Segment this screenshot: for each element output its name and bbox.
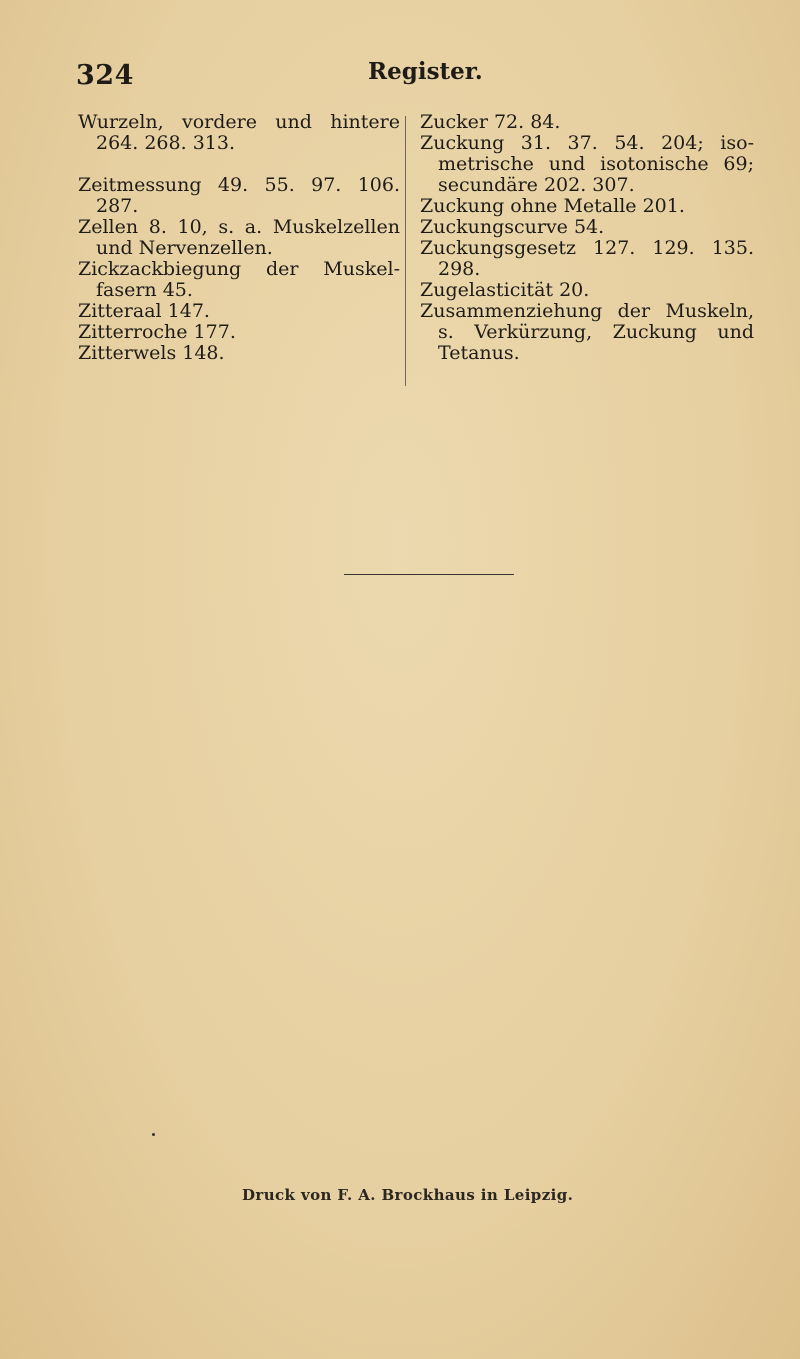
ink-speck <box>152 1133 155 1136</box>
page-title: Register. <box>368 58 483 85</box>
index-entry: Zitteraal 147. <box>78 300 210 322</box>
printer-imprint: Druck von F. A. Brockhaus in Leipzig. <box>242 1186 574 1204</box>
index-entry: Wurzeln, vordere und hintere 264. 268. 313. <box>78 111 400 154</box>
index-entry: Zuckung 31. 37. 54. 204; isometrische und isotonische 69; secundäre 202. 307. <box>420 132 754 196</box>
index-column-left <box>78 112 400 364</box>
index-column-right <box>420 112 754 364</box>
end-rule <box>344 574 514 575</box>
index-entry: Zitterroche 177. <box>78 321 236 343</box>
index-entry: Zuckungscurve 54. <box>420 216 605 238</box>
index-entry: Zugelasticität 20. <box>420 279 590 301</box>
column-divider <box>405 116 406 386</box>
index-entry: Zeitmessung 49. 55. 97. 106. 287. <box>78 174 400 217</box>
index-entry: Zuckung ohne Metalle 201. <box>420 195 685 217</box>
index-entry: Zickzackbiegung der Muskelfasern 45. <box>78 258 400 301</box>
page-number: 324 <box>76 60 134 91</box>
index-entry: Zuckungsgesetz 127. 129. 135. 298. <box>420 237 754 280</box>
index-entry: Zusammenziehung der Muskeln, s. Verkürzung, Zuckung und Tetanus. <box>420 300 754 364</box>
index-entry: Zucker 72. 84. <box>420 111 561 133</box>
index-entry: Zellen 8. 10, s. a. Muskelzellen und Nervenzellen. <box>78 216 400 259</box>
index-entry: Zitterwels 148. <box>78 342 225 364</box>
